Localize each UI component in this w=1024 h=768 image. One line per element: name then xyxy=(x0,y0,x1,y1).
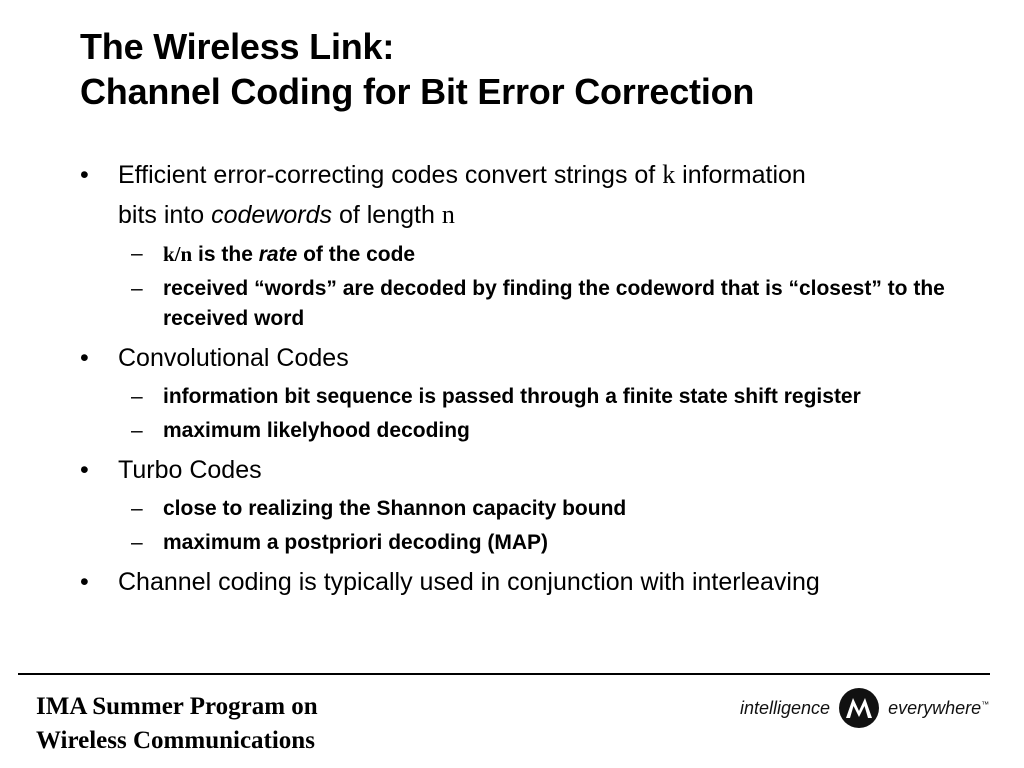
subbullet-text: maximum likelyhood decoding xyxy=(163,419,470,442)
trademark-mark: ™ xyxy=(981,699,990,709)
subbullet-decoding xyxy=(76,274,956,334)
subbullet-text: received “words” are decoded by finding the codeword that is “closest” to the received word xyxy=(163,277,945,330)
subbullet-map xyxy=(76,528,956,558)
title-line-2: Channel Coding for Bit Error Correction xyxy=(80,71,755,112)
bullet-interleaving xyxy=(76,562,956,602)
subbullet-text: maximum a postpriori decoding (MAP) xyxy=(163,531,549,554)
subbullet-text: is the xyxy=(192,243,259,266)
bullet-marker: • xyxy=(80,568,89,596)
dash-marker: – xyxy=(131,419,143,442)
footer-program-name xyxy=(36,690,318,758)
subbullet-text: of the code xyxy=(297,243,416,266)
dash-marker: – xyxy=(131,531,143,554)
bullet-marker: • xyxy=(80,344,89,372)
bullet-text: of length xyxy=(332,201,442,229)
slide-body xyxy=(76,155,956,602)
bullet-text: Turbo Codes xyxy=(118,456,262,484)
bullet-error-correcting-codes xyxy=(76,155,956,235)
dash-marker: – xyxy=(131,242,143,265)
subbullet-text: information bit sequence is passed through a finite state shift register xyxy=(163,385,861,408)
bullet-text: information xyxy=(675,161,806,189)
bullet-turbo-codes xyxy=(76,450,956,490)
symbol-n: n xyxy=(441,200,455,229)
bullet-marker: • xyxy=(80,161,89,189)
subbullet-ml-decoding xyxy=(76,416,956,446)
motorola-batwing-icon xyxy=(838,687,880,729)
symbol-k: k xyxy=(662,160,676,189)
motorola-logo xyxy=(740,686,989,730)
logo-word-right xyxy=(888,698,989,719)
dash-marker: – xyxy=(131,385,143,408)
title-line-1: The Wireless Link: xyxy=(80,26,395,67)
bullet-text: Channel coding is typically used in conjunction with interleaving xyxy=(118,568,820,596)
subbullet-rate xyxy=(76,239,956,270)
bullet-convolutional-codes xyxy=(76,338,956,378)
term-rate: rate xyxy=(258,243,298,266)
slide-title xyxy=(80,24,754,114)
symbol-k-over-n: k/n xyxy=(163,242,193,266)
logo-word-right-text: everywhere xyxy=(888,697,982,718)
bullet-text: Convolutional Codes xyxy=(118,344,349,372)
subbullet-shift-register xyxy=(76,382,956,412)
footer-divider xyxy=(18,673,990,675)
term-codewords: codewords xyxy=(211,201,333,229)
logo-word-left: intelligence xyxy=(740,697,831,718)
bullet-text: bits into xyxy=(118,201,212,229)
dash-marker: – xyxy=(131,277,143,300)
footer-line-1: IMA Summer Program on xyxy=(36,693,318,720)
bullet-marker: • xyxy=(80,456,89,484)
bullet-text: Efficient error-correcting codes convert strings of xyxy=(118,161,663,189)
footer-line-2: Wireless Communications xyxy=(36,727,315,754)
subbullet-shannon xyxy=(76,494,956,524)
subbullet-text: close to realizing the Shannon capacity bound xyxy=(163,497,627,520)
dash-marker: – xyxy=(131,497,143,520)
